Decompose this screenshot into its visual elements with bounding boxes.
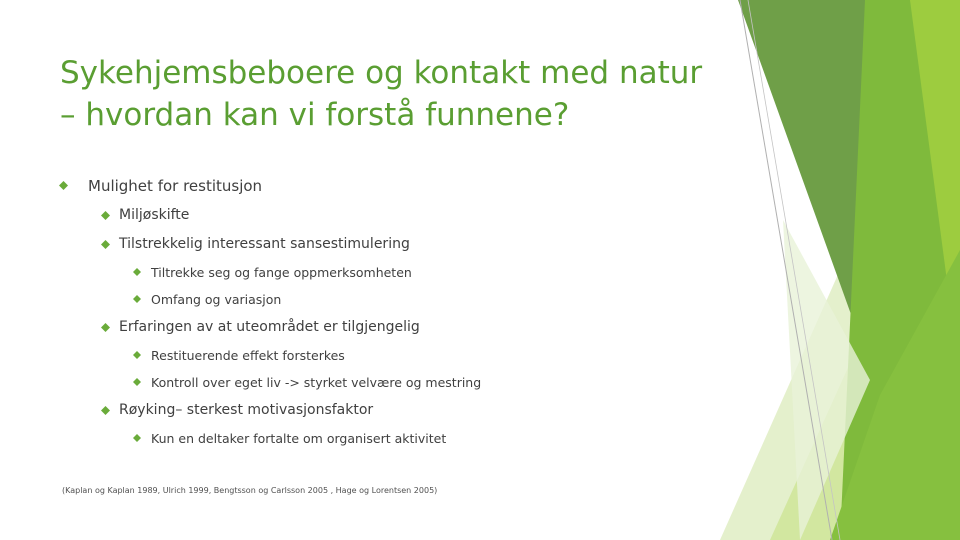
- bullet-level2-royking: [119, 402, 373, 418]
- bullet-text: Kun en deltaker fortalte om organisert aktivitet: [151, 431, 447, 446]
- diamond-bullet-icon: [59, 181, 68, 190]
- reference-citation: (Kaplan og Kaplan 1989, Ulrich 1999, Bengtsson og Carlsson 2005 , Hage og Lorentsen 2005): [62, 486, 438, 495]
- bullet-text: Erfaringen av at uteområdet er tilgjengelig: [119, 319, 420, 335]
- diamond-bullet-icon: [101, 323, 110, 332]
- bullet-level2-erfaringen: [119, 319, 420, 335]
- diamond-bullet-icon: [101, 240, 110, 249]
- bullet-text: Røyking– sterkest motivasjonsfaktor: [119, 402, 374, 418]
- title-line-2: – hvordan kan vi forstå funnene?: [60, 97, 570, 133]
- bullet-text: Miljøskifte: [119, 207, 190, 223]
- diamond-bullet-icon: [101, 211, 110, 220]
- bullet-level3-kontroll: [151, 375, 481, 390]
- diamond-bullet-icon: [133, 378, 141, 386]
- title-line-1: Sykehjemsbeboere og kontakt med natur: [60, 55, 703, 91]
- bullet-level2-sansestimulering: [119, 236, 410, 252]
- bullet-text: Omfang og variasjon: [151, 292, 282, 307]
- bullet-level3-deltaker: [151, 431, 446, 446]
- diamond-bullet-icon: [133, 434, 141, 442]
- bullet-level1-restitusjon: [88, 177, 262, 195]
- diamond-bullet-icon: [133, 351, 141, 359]
- bullet-level3-restituerende: [151, 348, 345, 363]
- bullet-text: Kontroll over eget liv -> styrket velvære og mestring: [151, 375, 482, 390]
- bullet-text: Tilstrekkelig interessant sansestimulering: [119, 236, 410, 252]
- bullet-level2-miljoskifte: [119, 207, 189, 223]
- diamond-bullet-icon: [133, 295, 141, 303]
- bullet-text: Mulighet for restitusjon: [88, 177, 263, 195]
- diamond-bullet-icon: [133, 268, 141, 276]
- bullet-level3-oppmerksomheten: [151, 265, 412, 280]
- diamond-bullet-icon: [101, 406, 110, 415]
- bullet-text: Restituerende effekt forsterkes: [151, 348, 345, 363]
- bullet-text: Tiltrekke seg og fange oppmerksomheten: [151, 265, 412, 280]
- bullet-level3-omfang: [151, 292, 281, 307]
